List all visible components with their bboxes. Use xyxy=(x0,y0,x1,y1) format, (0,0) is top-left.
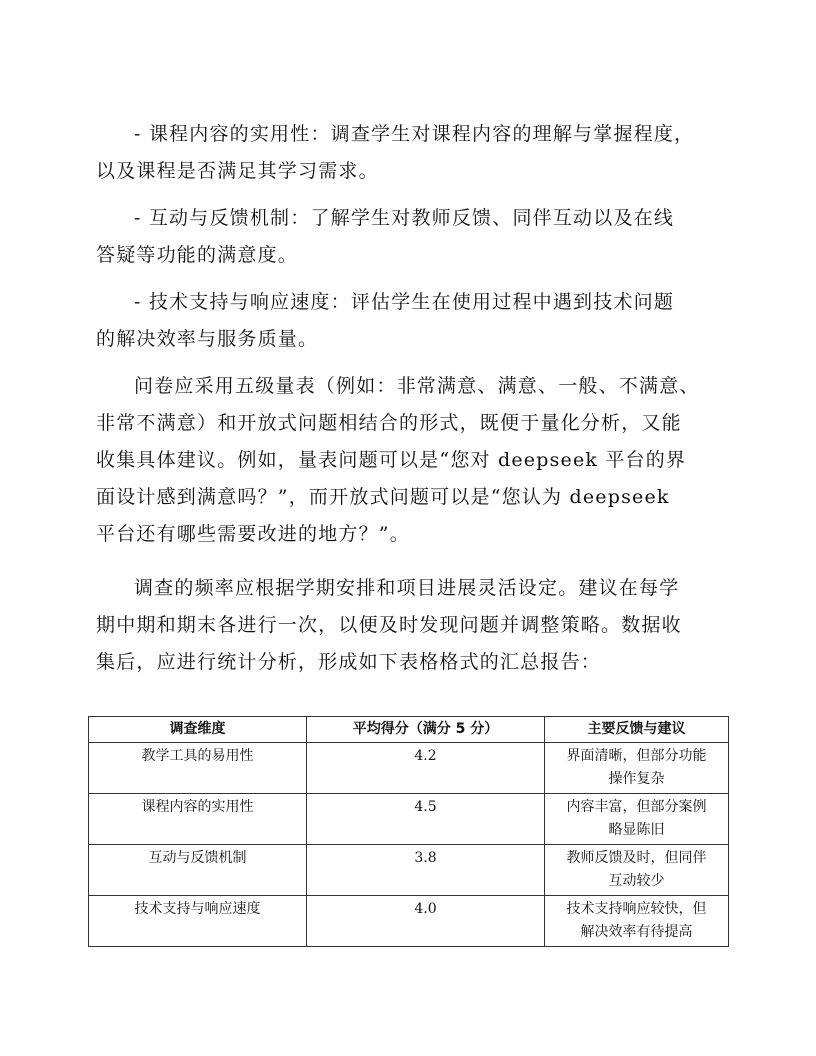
feedback-line: 解决效率有待提高 xyxy=(580,924,693,940)
cell-score: 4.2 xyxy=(307,743,545,794)
cell-score: 3.8 xyxy=(307,845,545,896)
text-line: 非常不满意）和开放式问题相结合的形式，既便于量化分析，又能 xyxy=(96,412,682,434)
cell-score: 4.0 xyxy=(307,896,545,947)
text-line: - 技术支持与响应速度：评估学生在使用过程中遇到技术问题 xyxy=(134,291,675,313)
header-dimension: 调查维度 xyxy=(89,717,307,743)
cell-feedback xyxy=(545,896,729,947)
text-line: 答疑等功能的满意度。 xyxy=(96,244,299,266)
cell-feedback xyxy=(545,743,729,794)
feedback-line: 界面清晰，但部分功能 xyxy=(566,748,707,764)
text-line: 调查的频率应根据学期安排和项目进展灵活设定。建议在每学 xyxy=(134,577,680,599)
text-line: 集后，应进行统计分析，形成如下表格格式的汇总报告： xyxy=(96,651,602,673)
cell-dimension: 技术支持与响应速度 xyxy=(89,896,307,947)
cell-score: 4.5 xyxy=(307,794,545,845)
text-line: - 课程内容的实用性：调查学生对课程内容的理解与掌握程度， xyxy=(134,123,695,145)
cell-dimension: 教学工具的易用性 xyxy=(89,743,307,794)
header-feedback: 主要反馈与建议 xyxy=(545,717,729,743)
cell-feedback xyxy=(545,794,729,845)
table-row xyxy=(89,743,729,794)
text-line: 问卷应采用五级量表（例如：非常满意、满意、一般、不满意、 xyxy=(134,375,700,397)
feedback-line: 教师反馈及时，但同伴 xyxy=(566,850,707,866)
paragraph-questionnaire-format xyxy=(96,368,736,553)
cell-dimension: 互动与反馈机制 xyxy=(89,845,307,896)
feedback-line: 互动较少 xyxy=(608,873,665,889)
paragraph-interaction-feedback xyxy=(96,200,736,274)
table-header-row xyxy=(89,717,729,743)
cell-feedback xyxy=(545,845,729,896)
table-row xyxy=(89,845,729,896)
table-row xyxy=(89,896,729,947)
paragraph-course-content xyxy=(96,116,736,190)
summary-table xyxy=(88,716,729,947)
text-line: 以及课程是否满足其学习需求。 xyxy=(96,160,379,182)
feedback-line: 略显陈旧 xyxy=(608,822,665,838)
table-row xyxy=(89,794,729,845)
text-line: 的解决效率与服务质量。 xyxy=(96,328,319,350)
header-average-score: 平均得分（满分 5 分） xyxy=(307,717,545,743)
paragraph-tech-support xyxy=(96,284,736,358)
feedback-line: 内容丰富，但部分案例 xyxy=(566,799,707,815)
text-line: 面设计感到满意吗？”，而开放式问题可以是“您认为 deepseek xyxy=(96,486,670,508)
text-line: - 互动与反馈机制：了解学生对教师反馈、同伴互动以及在线 xyxy=(134,207,675,229)
text-line: 收集具体建议。例如，量表问题可以是“您对 deepseek 平台的界 xyxy=(96,449,687,471)
feedback-line: 操作复杂 xyxy=(608,771,665,787)
text-line: 平台还有哪些需要改进的地方？”。 xyxy=(96,523,410,545)
cell-dimension: 课程内容的实用性 xyxy=(89,794,307,845)
feedback-line: 技术支持响应较快，但 xyxy=(566,901,707,917)
text-line: 期中期和期末各进行一次，以便及时发现问题并调整策略。数据收 xyxy=(96,614,682,636)
paragraph-survey-frequency xyxy=(96,570,736,681)
